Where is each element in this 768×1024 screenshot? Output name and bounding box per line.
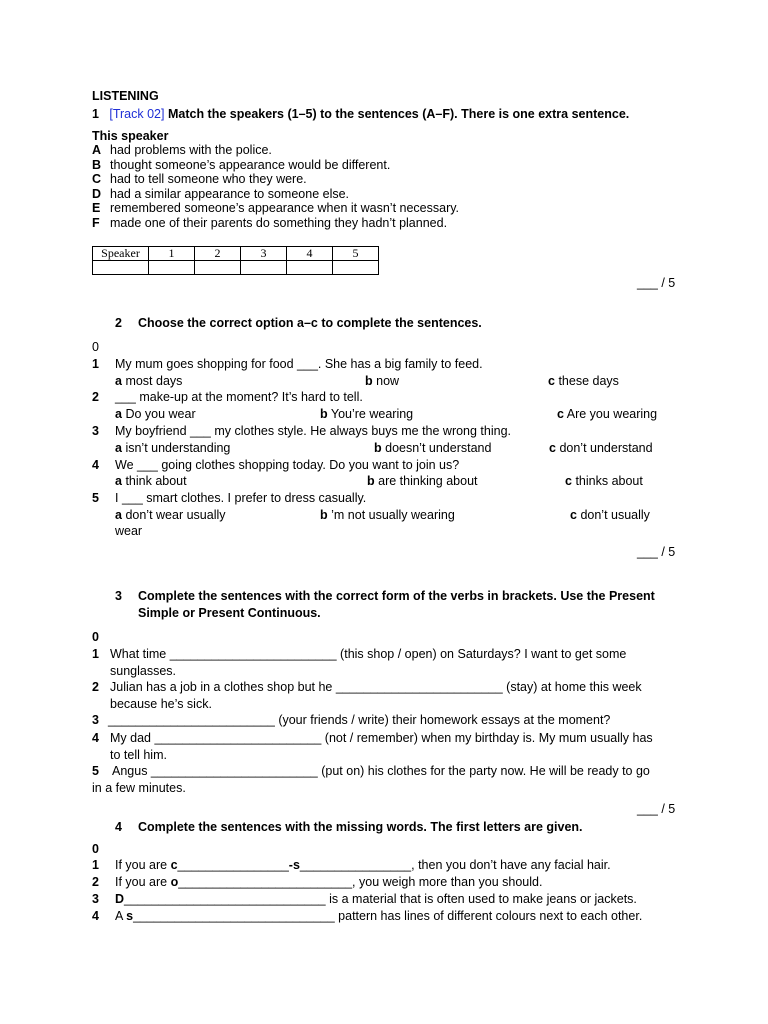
option-c-continued: wear: [115, 524, 143, 538]
gap[interactable]: _____________________________: [124, 892, 326, 906]
speaker-answer-table: [92, 246, 379, 275]
option-b[interactable]: b now: [365, 374, 400, 388]
option-letter: C: [92, 172, 102, 186]
option-b-text: You’re wearing: [330, 407, 414, 421]
option-a[interactable]: a Do you wear: [115, 407, 196, 421]
table-header-cell: 2: [195, 247, 241, 261]
option-a-text: think about: [125, 474, 187, 488]
section-title: LISTENING: [92, 89, 159, 103]
gap[interactable]: _____________________________: [133, 909, 335, 923]
item-sentence-continued: to tell him.: [110, 748, 167, 762]
answer-cell[interactable]: [195, 261, 241, 275]
sentence-end: pattern has lines of different colours next to each other.: [334, 909, 643, 923]
item-number: 1: [92, 647, 99, 661]
item-sentence: I ___ smart clothes. I prefer to dress casually.: [115, 491, 367, 505]
option-a-text: don’t wear usually: [125, 508, 226, 522]
track-link[interactable]: [Track 02]: [109, 107, 165, 121]
option-row: [92, 201, 459, 216]
item-number: 1: [92, 357, 99, 371]
item-number: 2: [92, 390, 99, 404]
hyphen: -: [288, 858, 293, 872]
exercise-4-heading: [115, 820, 583, 835]
option-letter: F: [92, 216, 100, 230]
sentence-end: , you weigh more than you should.: [352, 875, 543, 889]
item-sentence[interactable]: Julian has a job in a clothes shop but he ________________________ (stay) at home this week: [110, 680, 642, 694]
first-letter: D: [115, 892, 125, 906]
exercise-2-number: 2: [115, 316, 122, 330]
item-sentence[interactable]: [115, 858, 611, 873]
option-a-text: isn’t understanding: [125, 441, 231, 455]
option-text: had problems with the police.: [110, 143, 272, 157]
example-number: 0: [92, 340, 99, 354]
exercise-3-instruction-line1: Complete the sentences with the correct form of the verbs in brackets. Use the Present: [138, 589, 655, 603]
option-c[interactable]: c don’t understand: [549, 441, 653, 455]
exercise-2-score: ___ / 5: [637, 545, 676, 559]
table-answer-row: [93, 261, 379, 275]
option-a[interactable]: a don’t wear usually: [115, 508, 226, 522]
option-row: [92, 216, 447, 231]
item-sentence: My boyfriend ___ my clothes style. He always buys me the wrong thing.: [115, 424, 512, 438]
sentence-start: If you are: [115, 875, 171, 889]
item-sentence: ___ make-up at the moment? It’s hard to tell.: [115, 390, 363, 404]
exercise-2-heading: [115, 316, 482, 331]
exercise-1-number: 1: [92, 107, 99, 121]
option-c-text: don’t usually: [580, 508, 650, 522]
option-row: [92, 158, 390, 173]
option-a-text: most days: [125, 374, 183, 388]
option-a[interactable]: a isn’t understanding: [115, 441, 231, 455]
item-sentence[interactable]: [115, 875, 542, 890]
option-b-text: ’m not usually wearing: [331, 508, 455, 522]
exercise-3-score: ___ / 5: [637, 802, 676, 816]
item-number: 3: [92, 713, 99, 727]
option-a-text: Do you wear: [125, 407, 196, 421]
item-sentence[interactable]: [115, 909, 642, 924]
example-number: 0: [92, 842, 99, 856]
exercise-1-score: ___ / 5: [637, 276, 676, 290]
answer-cell[interactable]: [333, 261, 379, 275]
table-empty-cell: [93, 261, 149, 275]
item-sentence[interactable]: [115, 892, 637, 907]
item-sentence[interactable]: Angus ________________________ (put on) his clothes for the party now. He will be ready to go: [112, 764, 650, 778]
option-c-text: these days: [558, 374, 619, 388]
item-number: 4: [92, 909, 99, 923]
option-letter: B: [92, 158, 102, 172]
option-a[interactable]: a think about: [115, 474, 187, 488]
option-c[interactable]: c these days: [548, 374, 619, 388]
table-header-cell: 1: [149, 247, 195, 261]
answer-cell[interactable]: [149, 261, 195, 275]
option-a[interactable]: a most days: [115, 374, 183, 388]
exercise-3-number: 3: [115, 589, 122, 603]
exercise-3-instruction-line2: Simple or Present Continuous.: [138, 606, 321, 620]
exercise-2-instruction: Choose the correct option a–c to complete the sentences.: [137, 316, 482, 330]
option-row: [92, 172, 307, 187]
option-letter: D: [92, 187, 102, 201]
option-letter: A: [92, 143, 102, 157]
option-b[interactable]: b doesn’t understand: [374, 441, 492, 455]
item-number: 3: [92, 892, 99, 906]
option-text: had a similar appearance to someone else.: [110, 187, 350, 201]
option-c-text: don’t understand: [559, 441, 653, 455]
example-number: 0: [92, 630, 99, 644]
exercise-4-instruction: Complete the sentences with the missing words. The first letters are given.: [137, 820, 583, 834]
exercise-1-intro: This speaker: [92, 129, 169, 143]
gap[interactable]: ________________: [299, 858, 412, 872]
item-sentence: My mum goes shopping for food ___. She has a big family to feed.: [115, 357, 483, 371]
item-number: 2: [92, 680, 99, 694]
option-text: had to tell someone who they were.: [110, 172, 307, 186]
item-sentence[interactable]: ________________________ (your friends / write) their homework essays at the moment?: [108, 713, 611, 727]
option-c[interactable]: c don’t usually: [570, 508, 650, 522]
item-sentence: We ___ going clothes shopping today. Do you want to join us?: [115, 458, 460, 472]
option-c[interactable]: c Are you wearing: [557, 407, 658, 421]
option-b-text: doesn’t understand: [385, 441, 492, 455]
item-number: 4: [92, 458, 99, 472]
sentence-end: , then you don’t have any facial hair.: [411, 858, 611, 872]
item-number: 1: [92, 858, 99, 872]
option-row: [92, 187, 349, 202]
table-header-row: [93, 247, 379, 261]
sentence-start: If you are: [115, 858, 171, 872]
exercise-1-heading: [92, 107, 629, 122]
item-sentence-continued: because he’s sick.: [110, 697, 212, 711]
item-sentence-continued: in a few minutes.: [92, 781, 186, 795]
option-c-text: Are you wearing: [566, 407, 658, 421]
exercise-4-number: 4: [115, 820, 122, 834]
sentence-start: A: [115, 909, 127, 923]
option-row: [92, 143, 272, 158]
table-header-cell: 3: [241, 247, 287, 261]
option-letter: E: [92, 201, 101, 215]
item-number: 4: [92, 731, 99, 745]
exercise-1-instruction: Match the speakers (1–5) to the sentences (A–F). There is one extra sentence.: [167, 107, 630, 121]
first-letter: o: [170, 875, 179, 889]
option-b-text: now: [376, 374, 400, 388]
item-number: 2: [92, 875, 99, 889]
gap[interactable]: ________________: [177, 858, 289, 872]
option-b[interactable]: b ’m not usually wearing: [320, 508, 455, 522]
first-letter: s: [292, 858, 300, 872]
answer-cell[interactable]: [241, 261, 287, 275]
item-sentence[interactable]: What time ________________________ (this shop / open) on Saturdays? I want to get some: [110, 647, 627, 661]
item-sentence[interactable]: My dad ________________________ (not / remember) when my birthday is. My mum usually has: [110, 731, 653, 745]
option-c[interactable]: c thinks about: [565, 474, 643, 488]
first-letter: s: [126, 909, 134, 923]
item-sentence-continued: sunglasses.: [110, 664, 177, 678]
option-c-text: thinks about: [575, 474, 643, 488]
item-number: 5: [92, 491, 99, 505]
table-header-cell: 5: [333, 247, 379, 261]
gap[interactable]: _________________________: [178, 875, 353, 889]
sentence-end: is a material that is often used to make jeans or jackets.: [325, 892, 637, 906]
option-b[interactable]: b You’re wearing: [320, 407, 414, 421]
table-header-cell: Speaker: [93, 247, 149, 261]
option-text: made one of their parents do something they hadn’t planned.: [110, 216, 448, 230]
option-text: thought someone’s appearance would be different.: [110, 158, 391, 172]
table-header-cell: 4: [287, 247, 333, 261]
option-text: remembered someone’s appearance when it wasn’t necessary.: [110, 201, 460, 215]
answer-cell[interactable]: [287, 261, 333, 275]
option-b[interactable]: b are thinking about: [367, 474, 478, 488]
first-letter: c: [170, 858, 178, 872]
item-number: 5: [92, 764, 99, 778]
option-b-text: are thinking about: [378, 474, 478, 488]
item-number: 3: [92, 424, 99, 438]
